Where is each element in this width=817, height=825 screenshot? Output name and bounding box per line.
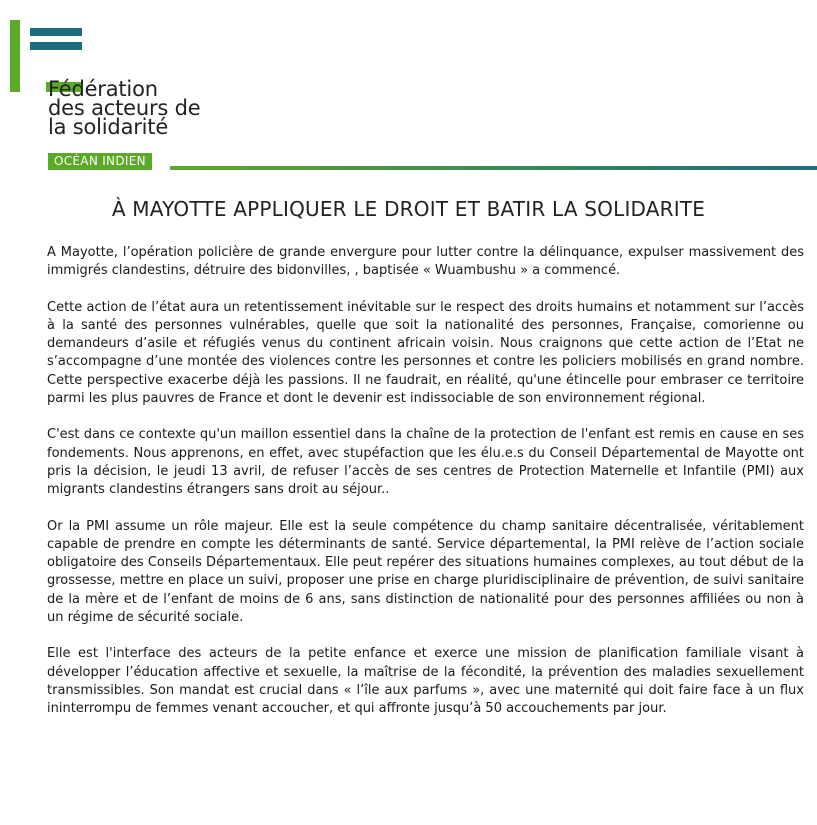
org-name-line: la solidarité: [48, 115, 169, 139]
article-paragraph: Elle est l'interface des acteurs de la petite enfance et exerce une mission de planification familiale visant à développer l’éducation affective et sexuelle, la maîtrise de la fécondité, la prévention des maladies sexuellement transmissibles. Son mandat est crucial dans « l’île aux parfums », avec une maternité qui doit faire face à un flux ininterrompu de femmes venant accoucher, et qui affronte jusqu’à 50 accouchements par jour.: [47, 646, 804, 717]
article-paragraph: Cette action de l’état aura un retentissement inévitable sur le respect des droits humains et notamment sur l’accès à la santé des personnes vulnérables, quelle que soit la nationalité des personnes, Française, comorienne ou demandeurs d’asile et réfugiés venus du continent africain voisin. Nous craignons que cette action de l’Etat ne s’accompagne d’une montée des violences contre les personnes et contre les policiers mobilisés en grand nombre. Cette perspective exacerbe déjà les passions. Il ne faudrait, en réalité, qu'une étincelle pour embraser ce territoire parmi les plus pauvres de France et dont le devenir est indissociable de son environnement régional.: [47, 299, 804, 407]
org-name-line: des acteurs de: [48, 96, 201, 120]
region-badge: OCÉAN INDIEN: [48, 153, 152, 170]
header-divider: [170, 166, 817, 170]
org-name-line: Fédération: [48, 77, 158, 101]
article-title: À MAYOTTE APPLIQUER LE DROIT ET BATIR LA SOLIDARITE: [111, 197, 706, 221]
organization-name: [48, 77, 201, 139]
article-paragraph: C'est dans ce contexte qu'un maillon essentiel dans la chaîne de la protection de l'enfant est remis en cause en ses fondements. Nous apprenons, en effet, avec stupéfaction que les élu.e.s du Conseil Départemental de Mayotte ont pris la décision, le jeudi 13 avril, de refuser l’accès de ses centres de Protection Maternelle et Infantile (PMI) aux migrants clandestins étrangers sans droit au séjour..: [47, 427, 804, 498]
letterhead: [0, 0, 817, 175]
article-paragraph: A Mayotte, l’opération policière de grande envergure pour lutter contre la délinquance, expulser massivement des immigrés clandestins, détruire des bidonvilles, , baptisée « Wuambushu » a commencé.: [47, 245, 804, 279]
article-paragraph: Or la PMI assume un rôle majeur. Elle est la seule compétence du champ sanitaire décentralisée, véritablement capable de prendre en compte les déterminants de santé. Service départemental, la PMI relève de l’action sociale obligatoire des Conseils Départementaux. Elle peut repérer des situations humaines complexes, au tout début de la grossesse, mettre en place un suivi, proposer une prise en charge pluridisciplinaire de prévention, de suivi sanitaire de la mère et de l’enfant de moins de 6 ans, sans distinction de nationalité pour des personnes affiliées ou non à un régime de sécurité sociale.: [47, 518, 804, 626]
article-body: [47, 244, 804, 737]
